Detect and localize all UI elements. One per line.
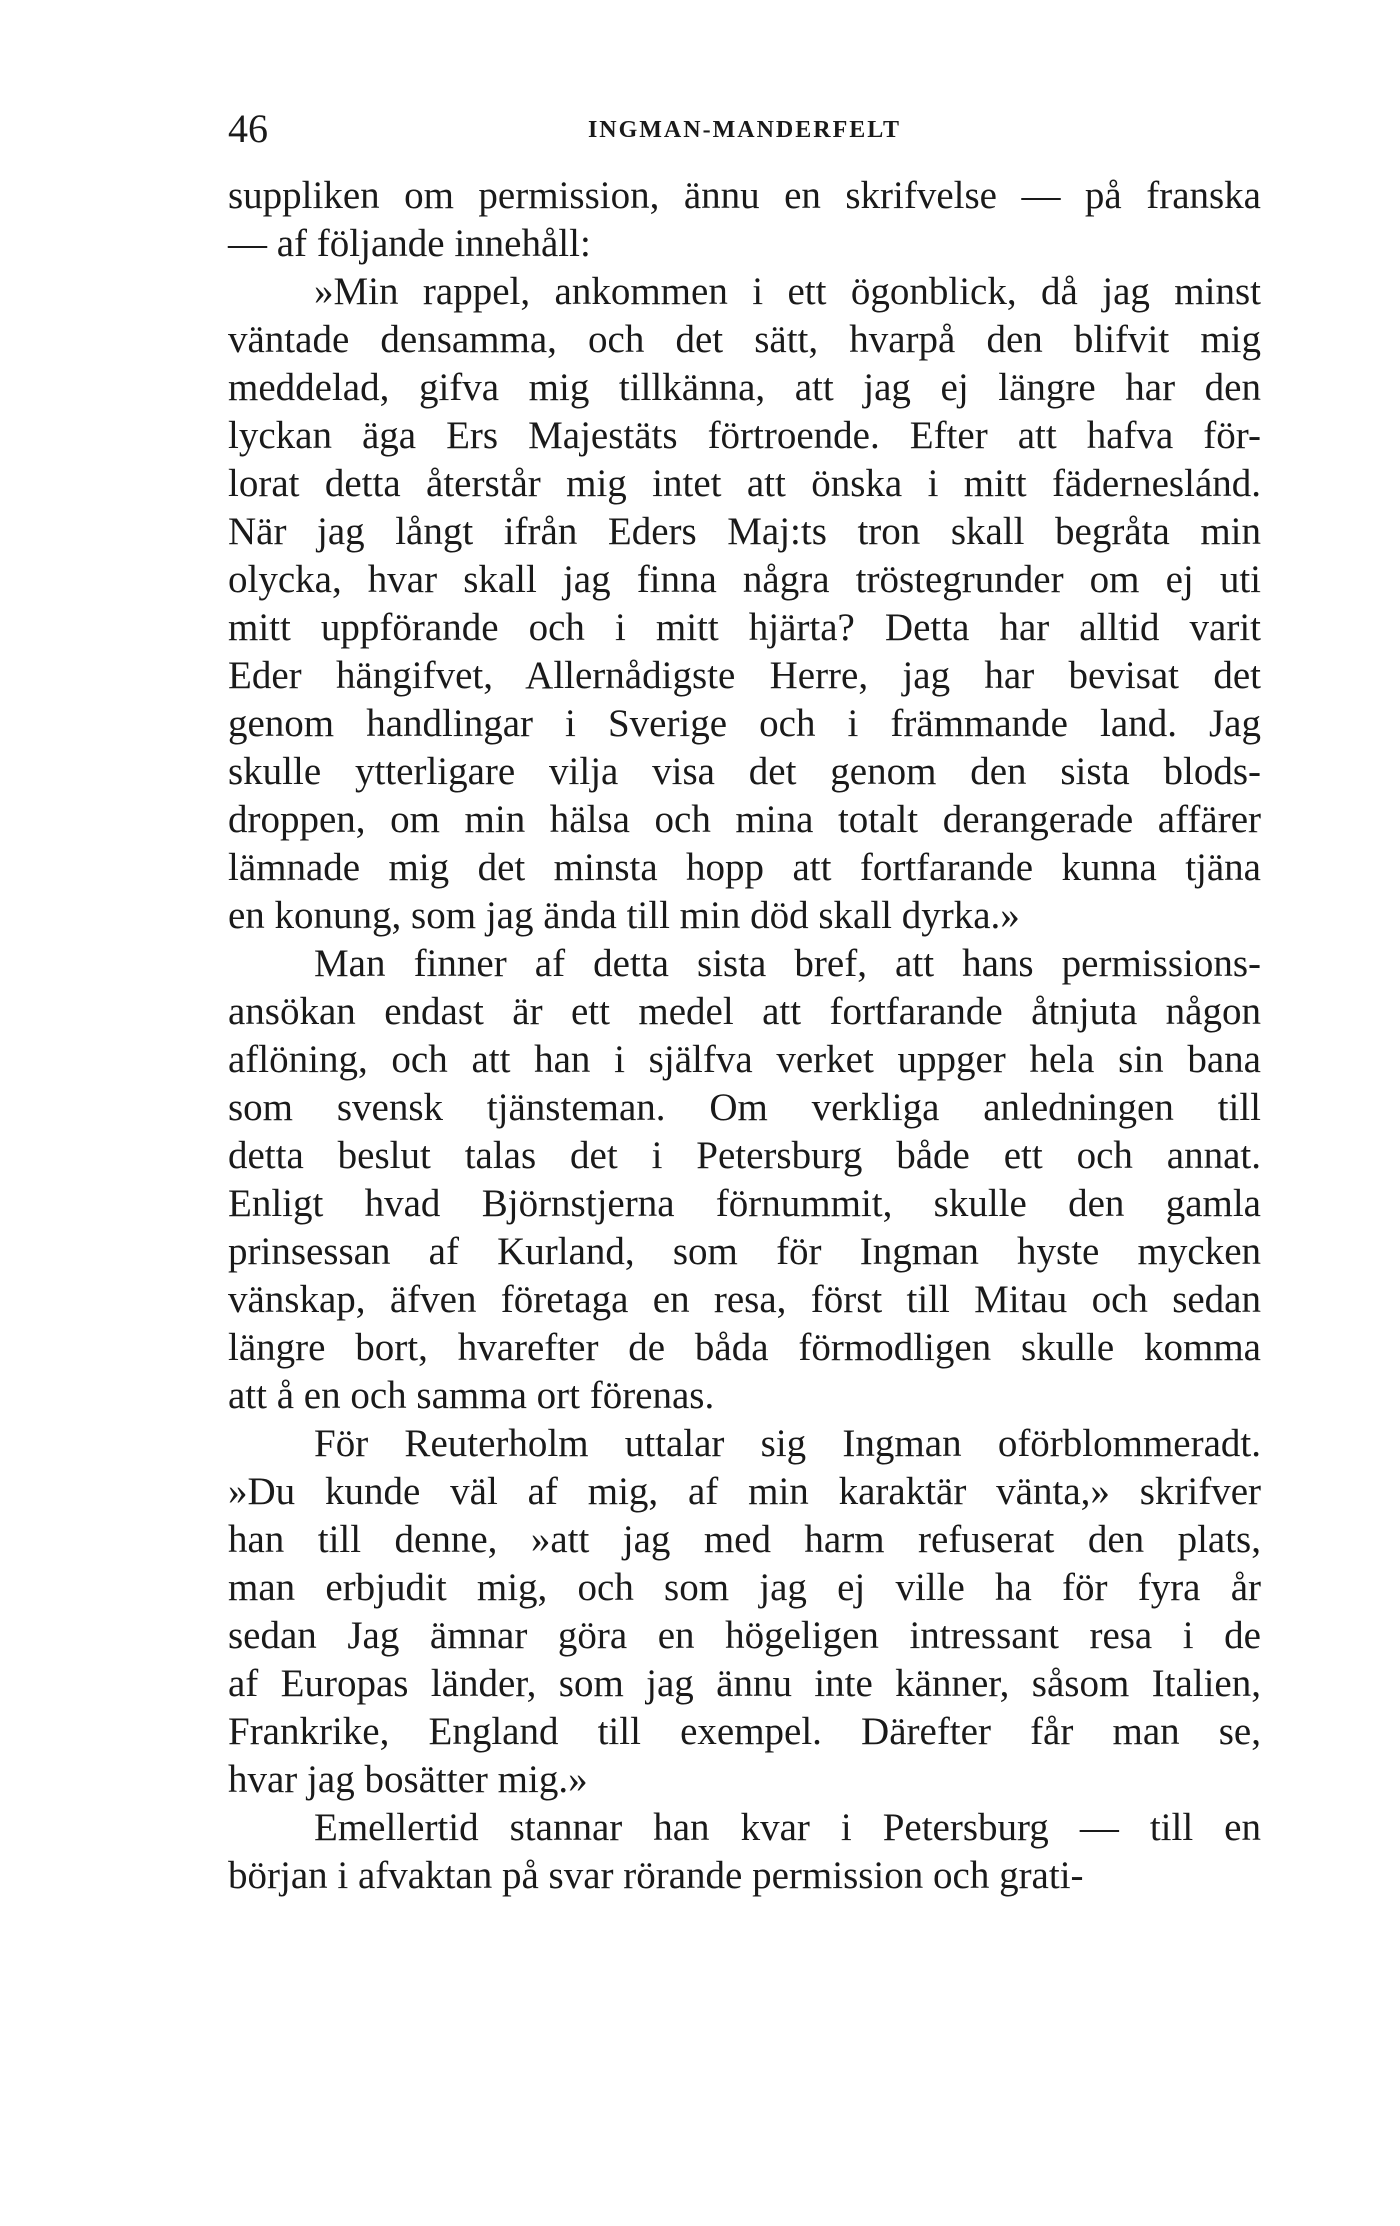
text-line: olycka, hvar skall jag finna några tröstegrunder om ej uti [228, 558, 1261, 601]
paragraph [228, 268, 1261, 940]
text-line: en konung, som jag ända till min död skall dyrka.» [228, 894, 1020, 937]
paragraph [228, 940, 1261, 1420]
text-line: aflöning, och att han i själfva verket uppger hela sin bana [228, 1038, 1261, 1081]
body-text [228, 172, 1261, 1900]
paragraph [228, 172, 1261, 268]
text-line: »Du kunde väl af mig, af min karaktär vänta,» skrifver [228, 1470, 1261, 1513]
text-line: lyckan äga Ers Majestäts förtroende. Efter att hafva för- [228, 414, 1261, 457]
text-line: För Reuterholm uttalar sig Ingman oförblommeradt. [314, 1422, 1261, 1465]
text-line: När jag långt ifrån Eders Maj:ts tron skall begråta min [228, 510, 1261, 553]
text-line: detta beslut talas det i Petersburg både ett och annat. [228, 1134, 1261, 1177]
text-line: skulle ytterligare vilja visa det genom den sista blods- [228, 750, 1261, 793]
text-line: lämnade mig det minsta hopp att fortfarande kunna tjäna [228, 846, 1261, 889]
text-line: — af följande innehåll: [228, 222, 591, 265]
paragraph [228, 1804, 1261, 1900]
text-line: mitt uppförande och i mitt hjärta? Detta har alltid varit [228, 606, 1261, 649]
text-line: hvar jag bosätter mig.» [228, 1758, 588, 1801]
text-line: att å en och samma ort förenas. [228, 1374, 715, 1417]
running-head [228, 104, 1261, 154]
text-line: af Europas länder, som jag ännu inte känner, såsom Italien, [228, 1662, 1261, 1705]
text-line: Eder hängifvet, Allernådigste Herre, jag har bevisat det [228, 654, 1261, 697]
text-line: »Min rappel, ankommen i ett ögonblick, då jag minst [314, 270, 1261, 313]
running-title: INGMAN-MANDERFELT [587, 117, 902, 143]
text-line: Emellertid stannar han kvar i Petersburg — till en [314, 1806, 1261, 1849]
text-line: ansökan endast är ett medel att fortfarande åtnjuta någon [228, 990, 1261, 1033]
text-line: suppliken om permission, ännu en skrifvelse — på franska [228, 174, 1261, 217]
text-line: prinsessan af Kurland, som för Ingman hyste mycken [228, 1230, 1261, 1273]
text-line: Enligt hvad Björnstjerna förnummit, skulle den gamla [228, 1182, 1261, 1225]
text-line: han till denne, »att jag med harm refuserat den plats, [228, 1518, 1261, 1561]
text-line: meddelad, gifva mig tillkänna, att jag ej längre har den [228, 366, 1261, 409]
text-line: Man finner af detta sista bref, att hans permissions- [314, 942, 1261, 985]
text-line: man erbjudit mig, och som jag ej ville ha för fyra år [228, 1566, 1261, 1609]
text-line: väntade densamma, och det sätt, hvarpå den blifvit mig [228, 318, 1261, 361]
text-line: längre bort, hvarefter de båda förmodligen skulle komma [228, 1326, 1261, 1369]
text-line: sedan Jag ämnar göra en högeligen intressant resa i de [228, 1614, 1261, 1657]
text-line: droppen, om min hälsa och mina totalt derangerade affärer [228, 798, 1261, 841]
paragraph [228, 1420, 1261, 1804]
text-line: vänskap, äfven företaga en resa, först till Mitau och sedan [228, 1278, 1261, 1321]
text-line: genom handlingar i Sverige och i främmande land. Jag [228, 702, 1261, 745]
text-line: som svensk tjänsteman. Om verkliga anledningen till [228, 1086, 1261, 1129]
page-number: 46 [228, 106, 268, 151]
text-line: Frankrike, England till exempel. Därefter får man se, [228, 1710, 1261, 1753]
text-line: lorat detta återstår mig intet att önska i mitt fäderneslánd. [228, 462, 1261, 505]
text-line: början i afvaktan på svar rörande permission och grati- [228, 1854, 1084, 1897]
